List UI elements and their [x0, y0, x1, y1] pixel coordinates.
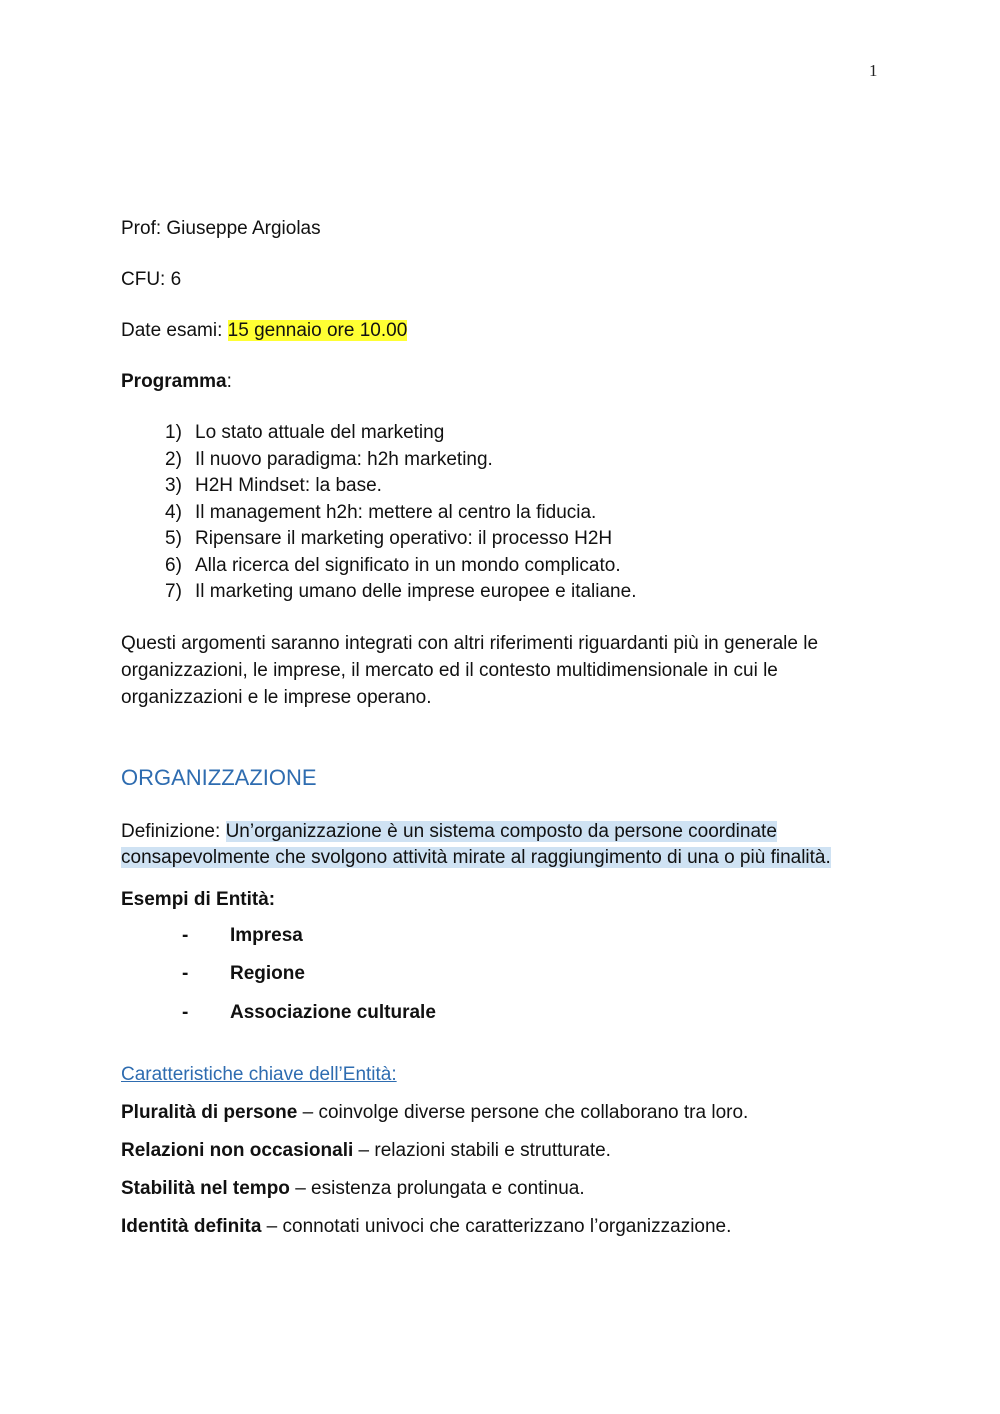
- feature-description: – connotati univoci che caratterizzano l’organizzazione.: [261, 1215, 732, 1237]
- example-item: [121, 961, 891, 987]
- program-item-text: Il nuovo paradigma: h2h marketing.: [195, 448, 493, 470]
- program-item: [165, 579, 891, 606]
- program-item-number: 3): [165, 475, 182, 496]
- program-item-text: Alla ricerca del significato in un mondo complicato.: [195, 554, 621, 576]
- examples-list: [121, 923, 891, 1026]
- program-item-number: 5): [165, 528, 182, 549]
- features-heading: Caratteristiche chiave dell’Entità:: [121, 1063, 397, 1085]
- program-item-text: Il management h2h: mettere al centro la fiducia.: [195, 501, 597, 523]
- program-item: [165, 473, 891, 500]
- program-item-number: 1): [165, 422, 182, 443]
- examples-title: Esempi di Entità:: [121, 888, 276, 910]
- feature-line: [121, 1214, 891, 1240]
- example-item: [121, 923, 891, 949]
- program-item: [165, 420, 891, 447]
- feature-term: Identità definita: [121, 1215, 262, 1237]
- organization-heading: ORGANIZZAZIONE: [121, 764, 317, 790]
- example-item: [121, 1000, 891, 1026]
- feature-line: [121, 1138, 891, 1164]
- example-text: Associazione culturale: [230, 1001, 436, 1023]
- feature-line: [121, 1176, 891, 1202]
- program-item: [165, 447, 891, 474]
- program-paragraph: Questi argomenti saranno integrati con altri riferimenti riguardanti più in generale le organizzazioni, le imprese, il mercato ed il contesto multidimensionale in cui le organizzazioni e le imprese operano.: [121, 632, 819, 708]
- professor-line: Prof: Giuseppe Argiolas: [121, 218, 321, 239]
- example-dash: -: [182, 1001, 189, 1023]
- feature-term: Pluralità di persone: [121, 1101, 298, 1123]
- program-item: [165, 553, 891, 580]
- example-text: Regione: [230, 963, 305, 984]
- definition-text: Un’organizzazione è un sistema composto da persone coordinate consapevolmente che svolgono attività mirate al raggiungimento di una o più finalità.: [121, 820, 831, 868]
- example-dash: -: [182, 963, 189, 984]
- program-item-number: 7): [165, 581, 182, 602]
- program-item-number: 4): [165, 501, 182, 523]
- program-item-number: 6): [165, 554, 182, 576]
- feature-description: – relazioni stabili e strutturate.: [353, 1139, 611, 1161]
- program-title-line: [121, 369, 891, 395]
- program-item: [165, 500, 891, 527]
- program-item: [165, 526, 891, 553]
- feature-description: – esistenza prolungata e continua.: [289, 1177, 585, 1199]
- program-title-colon: :: [226, 371, 232, 392]
- program-item-number: 2): [165, 448, 182, 470]
- program-item-text: Il marketing umano delle imprese europee e italiane.: [195, 581, 637, 602]
- document-body: [121, 216, 891, 1240]
- exam-date-value: 15 gennaio ore 10.00: [227, 320, 408, 341]
- feature-description: – coinvolge diverse persone che collaborano tra loro.: [297, 1101, 749, 1123]
- feature-line: [121, 1100, 891, 1126]
- program-title: Programma: [121, 371, 227, 392]
- definition-paragraph: [121, 819, 891, 871]
- exam-date-line: [121, 318, 891, 344]
- feature-term: Stabilità nel tempo: [121, 1177, 290, 1199]
- cfu-line: CFU: 6: [121, 269, 182, 290]
- program-list: [121, 420, 891, 606]
- program-item-text: H2H Mindset: la base.: [195, 475, 382, 496]
- example-dash: -: [182, 924, 189, 946]
- feature-term: Relazioni non occasionali: [121, 1139, 354, 1161]
- page-number: 1: [869, 61, 878, 80]
- example-text: Impresa: [230, 924, 303, 946]
- definition-label: Definizione:: [121, 820, 226, 842]
- program-item-text: Ripensare il marketing operativo: il processo H2H: [195, 528, 613, 549]
- program-item-text: Lo stato attuale del marketing: [195, 422, 445, 443]
- exam-date-label: Date esami:: [121, 320, 228, 341]
